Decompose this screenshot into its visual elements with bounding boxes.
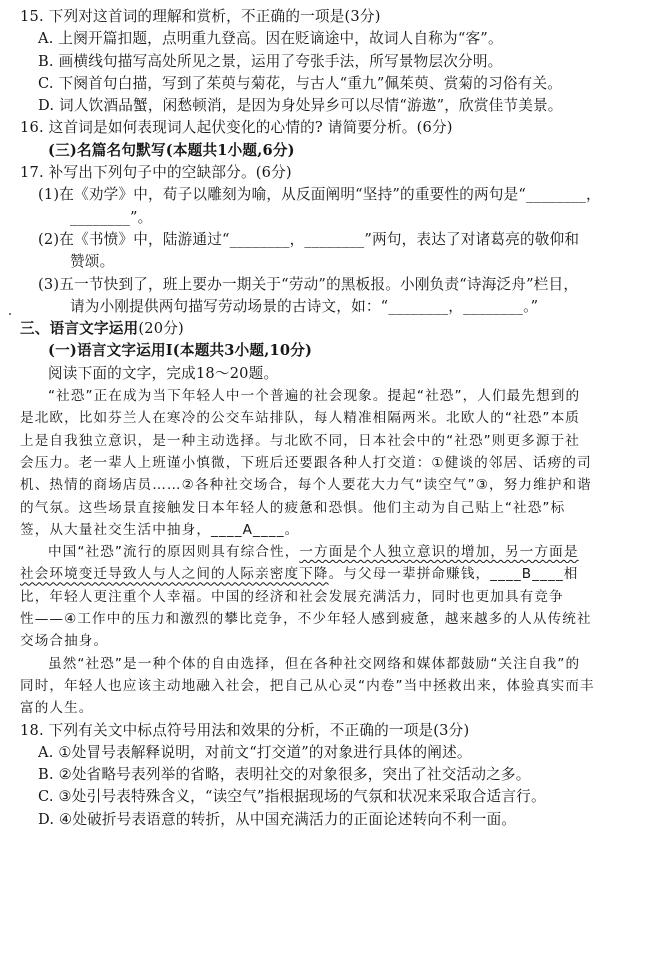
text-line — [18, 519, 642, 541]
text-line — [18, 474, 642, 496]
text-line — [18, 51, 642, 73]
text-line — [18, 786, 642, 808]
line-text: 16. 这首词是如何表现词人起伏变化的心情的? 请简要分析。(6分) — [20, 119, 453, 137]
line-text: 是北欧，比如芬兰人在寒冷的公交车站排队，每人精准相隔两米。北欧人的“社恐”本质 — [20, 410, 580, 427]
text-line — [18, 586, 642, 608]
line-text: 签，从大量社交生活中抽身，____A____。 — [20, 521, 300, 538]
text-line — [18, 541, 642, 563]
text-line — [18, 675, 642, 697]
text-line — [18, 296, 642, 318]
text-line — [18, 363, 642, 385]
wavy-underlined-text: 一方面是个人独立意识的增加，另一方面是 — [299, 544, 579, 561]
line-text: 阅读下面的文字，完成18～20题。 — [48, 364, 279, 382]
line-text: A. 上阕开篇扣题，点明重九登高。因在贬谪途中，故词人自称为“客”。 — [38, 30, 503, 48]
text-line — [18, 162, 642, 184]
line-text: (3)五一节快到了，班上要办一期关于“劳动”的黑板报。小刚负责“诗海泛舟”栏目， — [38, 275, 579, 293]
scan-speck — [9, 313, 11, 315]
line-text: 比，年轻人更注重个人幸福。中国的经济和社会发展充满活力，同时也更加具有竞争 — [20, 588, 564, 605]
text-line — [18, 407, 642, 429]
line-text: B. ②处省略号表列举的省略，表明社交的对象很多，突出了社交活动之多。 — [38, 766, 531, 784]
text-line — [18, 140, 642, 162]
text-line — [18, 720, 642, 742]
line-text: 18. 下列有关文中标点符号用法和效果的分析，不正确的一项是(3分) — [20, 721, 470, 739]
line-text: 交场合抽身。 — [20, 633, 109, 650]
section-heading: 三、语言文字运用 — [20, 320, 139, 338]
line-text: (本题共3小题,10分) — [172, 342, 313, 360]
line-text: 会压力。老一辈人上班谨小慎微，下班后还要跟各种人打交道：①健谈的邻居、话痨的司 — [20, 454, 592, 471]
line-text: 性——④工作中的压力和激烈的攀比竞争，不少年轻人感到疲惫，越来越多的人从传统社 — [20, 611, 592, 628]
line-text: D. ④处破折号表语意的转折，从中国充满活力的正面论述转向不利一面。 — [38, 810, 517, 828]
text-line — [18, 653, 642, 675]
text-line — [18, 95, 642, 117]
wavy-underlined-text: 社会环境变迁导致人与人之间的人际亲密度下降 — [20, 566, 329, 583]
line-text: 的气氛。这些场景直接触发日本年轻人的疲惫和恐惧。他们主动为自己贴上“社恐”标 — [20, 499, 566, 516]
line-text: 17. 补写出下列句子中的空缺部分。(6分) — [20, 164, 292, 182]
text-line — [18, 184, 642, 206]
section-heading: (一)语言文字运用Ⅰ — [48, 342, 173, 360]
line-text: (1)在《劝学》中，荀子以雕刻为喻，从反面阐明“坚持”的重要性的两句是“________， — [38, 186, 601, 204]
exam-text — [18, 6, 642, 831]
line-text: 赞颂。 — [70, 253, 115, 271]
text-line — [18, 73, 642, 95]
line-text: 机、热情的商场店员……②各种社交场合，每个人要花大力气“读空气”③，努力维护和谐 — [20, 477, 592, 494]
text-line — [18, 207, 642, 229]
text-line — [18, 764, 642, 786]
line-text: D. 词人饮酒品蟹，闲愁顿消，是因为身处异乡可以尽情“游遨”，欣赏佳节美景。 — [38, 97, 563, 115]
text-line — [18, 340, 642, 362]
line-text: (20分) — [138, 320, 184, 338]
line-text: 15. 下列对这首词的理解和赏析，不正确的一项是(3分) — [20, 8, 381, 25]
line-text: B. 画横线句描写高处所见之景，运用了夸张手法，所写景物层次分明。 — [38, 52, 503, 70]
line-text: C. 下阕首句白描，写到了茱萸与菊花，与古人“重九”佩茱萸、赏菊的习俗有关。 — [38, 74, 563, 92]
line-text: 请为小刚提供两句描写劳动场景的古诗文，如：“________，________。” — [70, 297, 539, 315]
line-text: 同时，年轻人也应该主动地融入社会，把自己从心灵“内卷”当中拯救出来，体验真实而丰 — [20, 677, 595, 694]
line-text: 富的人生。 — [20, 700, 94, 717]
text-line — [18, 274, 642, 296]
text-line — [18, 6, 642, 28]
line-text: 上是自我独立意识，是一种主动选择。与北欧不同，日本社会中的“社恐”则更多源于社 — [20, 432, 580, 449]
text-line — [18, 452, 642, 474]
text-line — [18, 497, 642, 519]
text-line — [18, 697, 642, 719]
line-text: “社恐”正在成为当下年轻人中一个普遍的社会现象。提起“社恐”，人们最先想到的 — [48, 388, 581, 405]
text-line — [18, 318, 642, 340]
line-text: A. ①处冒号表解释说明，对前文“打交道”的对象进行具体的阐述。 — [38, 743, 472, 761]
text-line — [18, 28, 642, 50]
section-heading: (三)名篇名句默写 — [48, 141, 166, 159]
text-line — [18, 809, 642, 831]
text-line — [18, 251, 642, 273]
text-line — [18, 430, 642, 452]
text-line — [18, 117, 642, 139]
line-text: ________”。 — [70, 208, 153, 226]
text-line — [18, 385, 642, 407]
line-text: C. ③处引号表特殊含义，“读空气”指根据现场的气氛和状况来采取合适言行。 — [38, 788, 546, 806]
text-line — [18, 608, 642, 630]
text-line — [18, 742, 642, 764]
line-text: (2)在《书愤》中，陆游通过“________，________”两句，表达了对诸葛亮的敬仰和 — [38, 230, 580, 248]
text-line — [18, 563, 642, 585]
text-line — [18, 229, 642, 251]
line-text: (本题共1小题,6分) — [165, 141, 295, 159]
line-text: 虽然“社恐”是一种个体的自由选择，但在各种社交网络和媒体都鼓励“关注自我”的 — [48, 655, 581, 672]
text-line — [18, 630, 642, 652]
line-text: 。与父母一辈拼命赚钱，____B____相 — [328, 566, 579, 583]
line-text-lead: 中国“社恐”流行的原因则具有综合性， — [48, 544, 300, 561]
